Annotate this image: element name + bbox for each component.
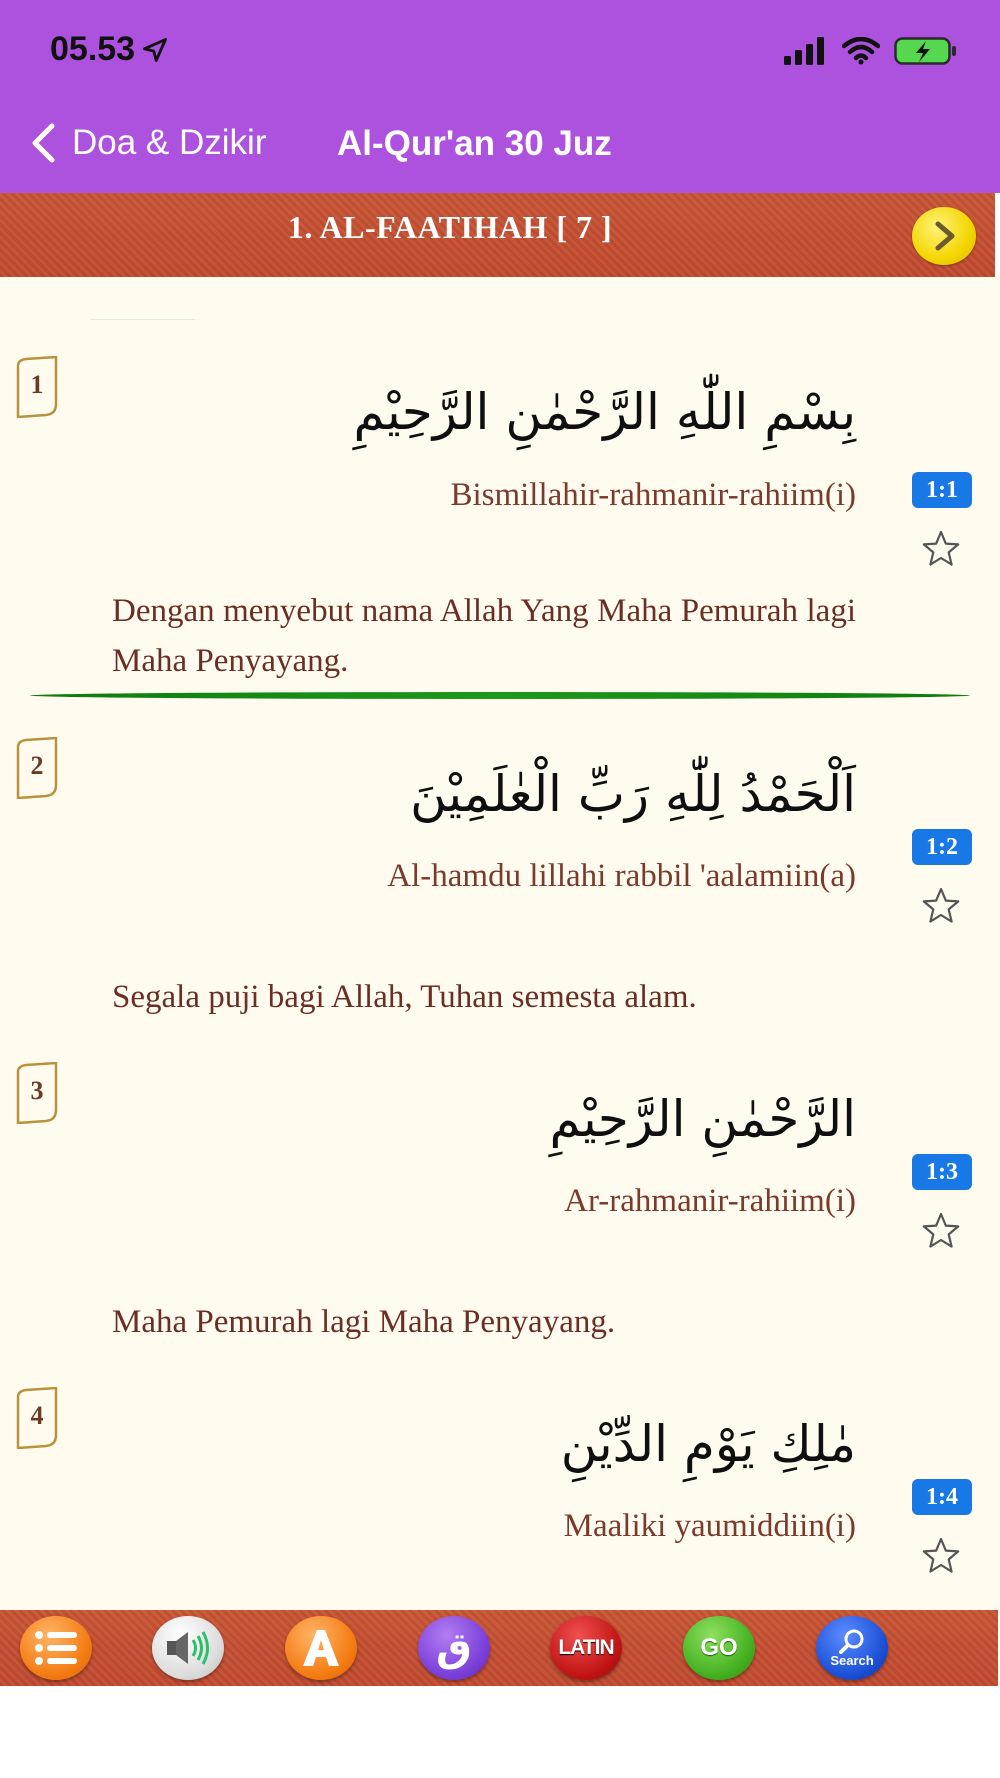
latin-button-label: LATIN xyxy=(558,1636,614,1659)
verse-translation: Maha Pemurah lagi Maha Penyayang. xyxy=(112,1304,616,1340)
battery-charging-icon xyxy=(894,36,958,66)
verse-latin: Bismillahir-rahmanir-rahiim(i) xyxy=(450,477,856,513)
chevron-right-icon xyxy=(927,219,961,253)
verse-latin: Ar-rahmanir-rahiim(i) xyxy=(564,1183,856,1219)
cellular-signal-icon xyxy=(784,37,828,65)
verse-number: 2 xyxy=(30,751,44,780)
font-icon xyxy=(299,1626,343,1670)
verse-translation: Dengan menyebut nama Allah Yang Maha Pemurah lagi Maha Penyayang. xyxy=(112,593,856,679)
verse-ref-chip[interactable]: 1:2 xyxy=(912,829,972,865)
star-outline-icon[interactable] xyxy=(921,1536,961,1576)
verse-arabic: مٰلِكِ يَوْمِ الدِّيْنِ xyxy=(560,1415,856,1473)
go-button[interactable] xyxy=(683,1616,755,1680)
verse-number: 4 xyxy=(30,1401,44,1430)
verse-arabic: بِسْمِ اللّٰهِ الرَّحْمٰنِ الرَّحِيْمِ xyxy=(353,383,856,441)
speaker-icon xyxy=(163,1628,213,1668)
surah-title: 1. AL-FAATIHAH [ 7 ] xyxy=(287,209,613,245)
star-outline-icon[interactable] xyxy=(921,529,961,569)
next-surah-button[interactable] xyxy=(912,207,976,265)
back-button[interactable] xyxy=(30,122,266,164)
go-button-label: GO xyxy=(700,1634,738,1661)
verse-arabic: الرَّحْمٰنِ الرَّحِيْمِ xyxy=(549,1090,856,1148)
verse-number: 3 xyxy=(30,1076,44,1105)
verse-translation: Segala puji bagi Allah, Tuhan semesta alam. xyxy=(112,979,697,1015)
back-button-label: Doa & Dzikir xyxy=(72,123,267,162)
font-button[interactable] xyxy=(285,1616,357,1680)
search-button[interactable] xyxy=(816,1616,888,1680)
magnifier-icon xyxy=(837,1628,867,1654)
arabic-letter-icon: ق xyxy=(436,1625,472,1671)
verse-ref-chip[interactable]: 1:1 xyxy=(912,472,972,508)
verse-number: 1 xyxy=(30,370,44,399)
status-time xyxy=(50,30,169,69)
verse-latin: Al-hamdu lillahi rabbil 'aalamiin(a) xyxy=(387,858,856,894)
latin-toggle-button[interactable] xyxy=(550,1616,622,1680)
arabic-toggle-button[interactable] xyxy=(418,1616,490,1680)
bottom-toolbar xyxy=(0,1610,998,1686)
verse-ref-chip[interactable]: 1:3 xyxy=(912,1154,972,1190)
verse-number-badge xyxy=(14,1387,60,1449)
chevron-left-icon xyxy=(30,122,56,164)
page-title: Al-Qur'an 30 Juz xyxy=(337,124,612,163)
search-button-label: Search xyxy=(830,1653,874,1668)
status-time-text: 05.53 xyxy=(50,30,136,68)
verse-latin: Maaliki yaumiddiin(i) xyxy=(563,1508,856,1544)
top-bar xyxy=(0,0,1000,193)
verse-number-badge xyxy=(14,356,60,418)
star-outline-icon[interactable] xyxy=(921,886,961,926)
wifi-icon xyxy=(842,37,880,65)
verse-arabic: اَلْحَمْدُ لِلّٰهِ رَبِّ الْعٰلَمِيْنَ xyxy=(410,765,856,823)
home-indicator-area xyxy=(0,1686,1000,1778)
audio-button[interactable] xyxy=(152,1616,224,1680)
verse-number-badge xyxy=(14,737,60,799)
verse-list[interactable] xyxy=(0,277,1000,1610)
verse-divider xyxy=(30,692,970,699)
location-arrow-icon xyxy=(141,36,169,64)
list-button[interactable] xyxy=(20,1616,92,1680)
star-outline-icon[interactable] xyxy=(921,1211,961,1251)
list-icon xyxy=(33,1628,79,1668)
verse-number-badge xyxy=(14,1062,60,1124)
surah-header xyxy=(0,193,995,277)
divider xyxy=(90,319,195,320)
status-icons xyxy=(784,36,958,66)
verse-ref-chip[interactable]: 1:4 xyxy=(912,1479,972,1515)
